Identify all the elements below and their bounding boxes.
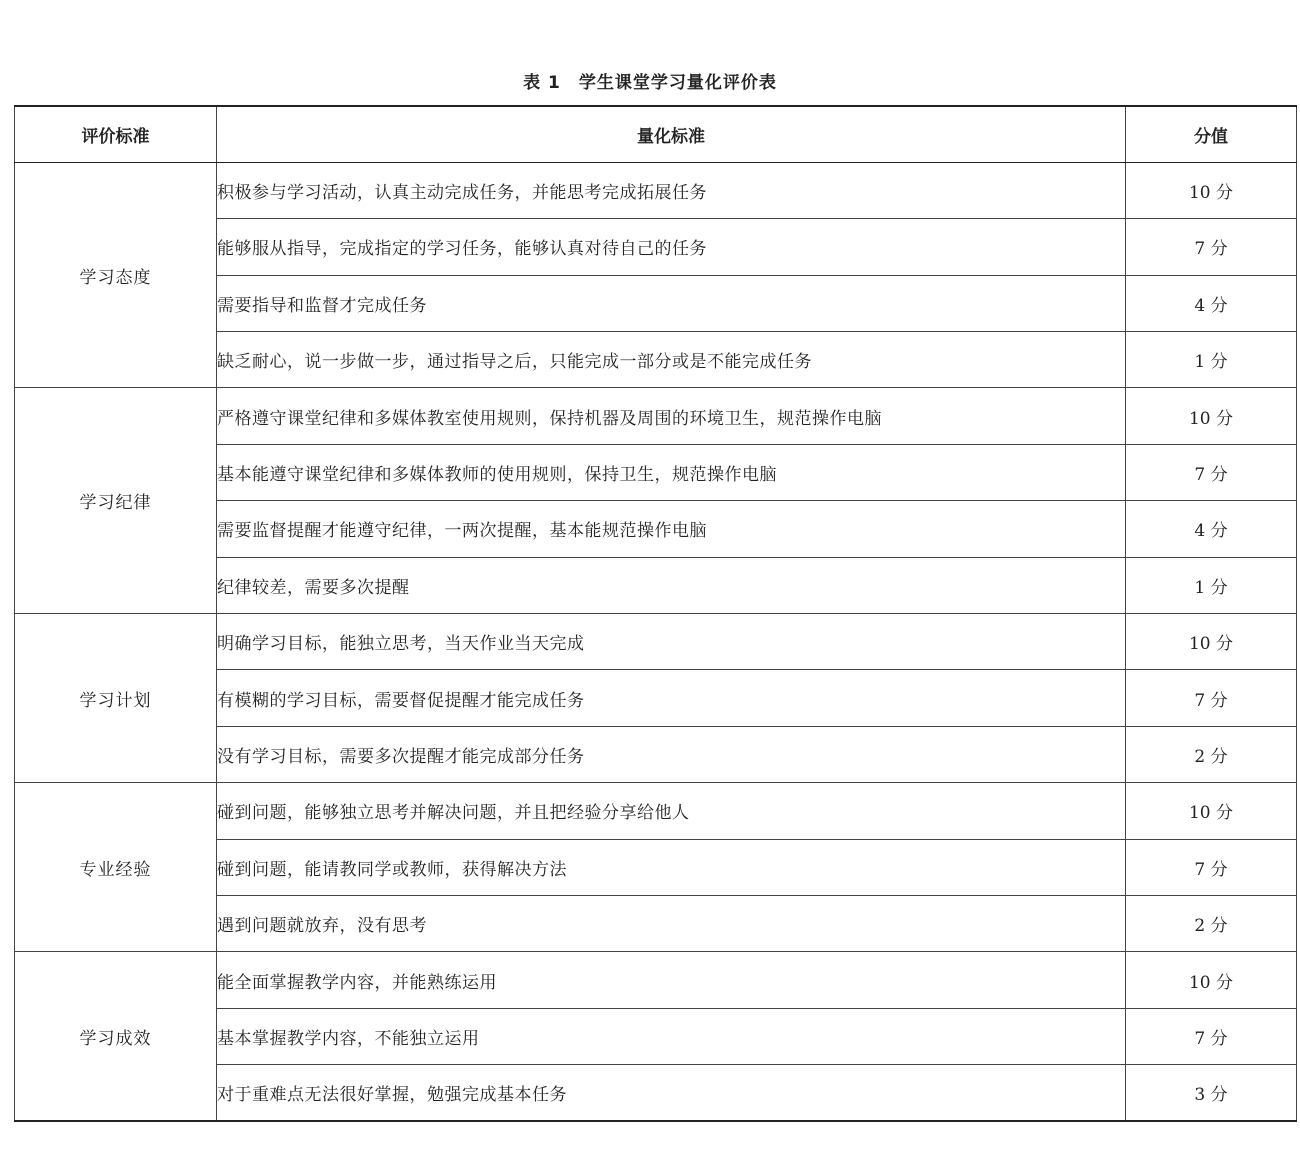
score-cell: 2 分 [1126, 895, 1297, 951]
table-caption [0, 70, 1300, 96]
score-cell: 2 分 [1126, 726, 1297, 782]
table-row [15, 162, 1297, 218]
criterion-cell: 需要指导和监督才完成任务 [217, 275, 1126, 331]
category-cell: 学习纪律 [15, 388, 217, 614]
criterion-cell: 积极参与学习活动，认真主动完成任务，并能思考完成拓展任务 [217, 162, 1126, 218]
score-cell: 4 分 [1126, 501, 1297, 557]
category-cell: 学习态度 [15, 162, 217, 388]
criterion-cell: 基本能遵守课堂纪律和多媒体教师的使用规则，保持卫生，规范操作电脑 [217, 444, 1126, 500]
criterion-cell: 碰到问题，能够独立思考并解决问题，并且把经验分享给他人 [217, 783, 1126, 839]
category-cell: 学习成效 [15, 952, 217, 1121]
header-criteria-category: 评价标准 [15, 106, 217, 162]
header-score: 分值 [1126, 106, 1297, 162]
score-cell: 4 分 [1126, 275, 1297, 331]
table-row [15, 388, 1297, 444]
criterion-cell: 能够服从指导，完成指定的学习任务，能够认真对待自己的任务 [217, 219, 1126, 275]
score-cell: 1 分 [1126, 557, 1297, 613]
score-cell: 10 分 [1126, 614, 1297, 670]
criterion-cell: 对于重难点无法很好掌握，勉强完成基本任务 [217, 1065, 1126, 1121]
criterion-cell: 需要监督提醒才能遵守纪律，一两次提醒，基本能规范操作电脑 [217, 501, 1126, 557]
score-cell: 3 分 [1126, 1065, 1297, 1121]
table-row [15, 614, 1297, 670]
criterion-cell: 有模糊的学习目标，需要督促提醒才能完成任务 [217, 670, 1126, 726]
table-row [15, 783, 1297, 839]
score-cell: 1 分 [1126, 332, 1297, 388]
criterion-cell: 没有学习目标，需要多次提醒才能完成部分任务 [217, 726, 1126, 782]
score-cell: 10 分 [1126, 952, 1297, 1008]
table-row [15, 952, 1297, 1008]
evaluation-table [14, 105, 1297, 1122]
score-cell: 10 分 [1126, 783, 1297, 839]
table-title: 学生课堂学习量化评价表 [578, 73, 777, 93]
table-number: 表 1 [523, 73, 561, 93]
criterion-cell: 严格遵守课堂纪律和多媒体教室使用规则，保持机器及周围的环境卫生，规范操作电脑 [217, 388, 1126, 444]
category-cell: 学习计划 [15, 614, 217, 783]
criterion-cell: 基本掌握教学内容，不能独立运用 [217, 1008, 1126, 1064]
score-cell: 7 分 [1126, 670, 1297, 726]
score-cell: 10 分 [1126, 388, 1297, 444]
criterion-cell: 缺乏耐心，说一步做一步，通过指导之后，只能完成一部分或是不能完成任务 [217, 332, 1126, 388]
score-cell: 7 分 [1126, 444, 1297, 500]
score-cell: 7 分 [1126, 219, 1297, 275]
criterion-cell: 碰到问题，能请教同学或教师，获得解决方法 [217, 839, 1126, 895]
criterion-cell: 能全面掌握教学内容，并能熟练运用 [217, 952, 1126, 1008]
header-quantified-criteria: 量化标准 [217, 106, 1126, 162]
score-cell: 7 分 [1126, 1008, 1297, 1064]
criterion-cell: 纪律较差，需要多次提醒 [217, 557, 1126, 613]
category-cell: 专业经验 [15, 783, 217, 952]
criterion-cell: 明确学习目标，能独立思考，当天作业当天完成 [217, 614, 1126, 670]
score-cell: 10 分 [1126, 162, 1297, 218]
criterion-cell: 遇到问题就放弃，没有思考 [217, 895, 1126, 951]
score-cell: 7 分 [1126, 839, 1297, 895]
header-row [15, 106, 1297, 162]
